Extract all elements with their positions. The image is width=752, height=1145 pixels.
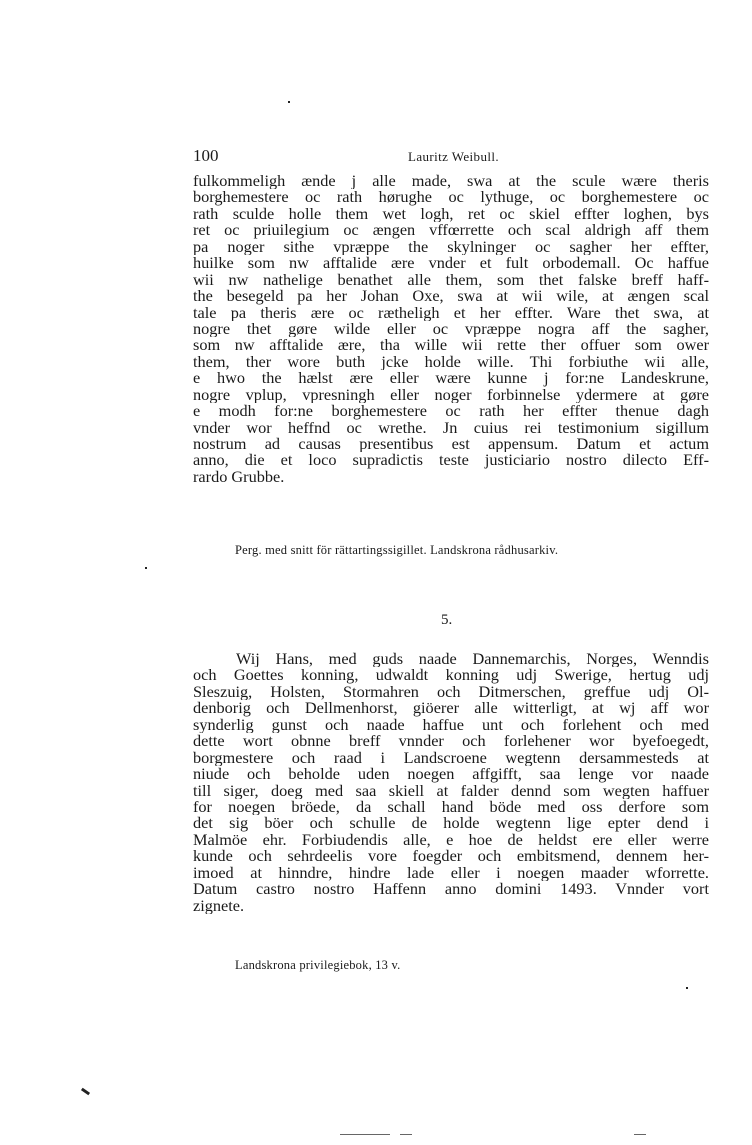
- text-line: dette wort obnne breff vnnder och forlehener wor byefoegedt,: [193, 733, 709, 750]
- text-line: anno, die et loco supradictis teste justiciario nostro dilecto Eff-: [193, 452, 709, 469]
- section-number: 5.: [441, 612, 453, 628]
- text-line: borghemestere oc rath hørughe oc lythuge, oc borghemestere oc: [193, 189, 709, 206]
- text-line: kunde och sehrdeelis vore foegder och embitsmend, dennem her-: [193, 848, 709, 865]
- text-line: e modh for:ne borghemestere oc rath her effter thenue dagh: [193, 403, 709, 420]
- text-line: ret oc priuilegium oc ængen vffœrrette och scal aldrigh aff them: [193, 222, 709, 239]
- document-2-text: [193, 651, 709, 914]
- text-line: Sleszuig, Holsten, Stormahren och Ditmerschen, greffue udj Ol-: [193, 683, 709, 701]
- paper-speck: [81, 1088, 90, 1096]
- text-line: niude och beholde uden noegen affgifft, saa lenge vor naade: [193, 766, 709, 783]
- text-line: wii nw nathelige benathet alle them, som thet falske breff haff-: [193, 271, 709, 289]
- text-line: Malmöe ehr. Forbiudendis alle, e hoe de heldst ere eller werre: [193, 831, 709, 849]
- text-line: rardo Grubbe.: [193, 468, 285, 486]
- text-line: pa noger sithe vpræppe the skylninger oc sagher her effter,: [193, 238, 709, 256]
- text-line: imoed at hinndre, hindre lade eller i noegen maader wforrette.: [193, 864, 709, 882]
- document-1-text: [193, 173, 709, 485]
- bottom-rule: [634, 1134, 646, 1135]
- text-line: the besegeld pa her Johan Oxe, swa at wii wile, at ængen scal: [193, 288, 709, 305]
- page-number: 100: [193, 146, 219, 165]
- text-line: nogre vplup, vpresningh eller noger forbinnelse ydermere at gøre: [193, 386, 709, 404]
- text-line: som nw afftalide ære, tha wille wii rette ther offuer som ower: [193, 337, 709, 354]
- text-line: och Goettes konning, udwaldt konning udj Swerige, hertug udj: [193, 667, 709, 684]
- text-line: det sig böer och schulle de holde wegtenn lige epter dend i: [193, 815, 709, 832]
- page-header: [193, 146, 709, 168]
- text-line: them, ther wore buth jcke holde wille. Thi forbiuthe wii alle,: [193, 353, 709, 371]
- text-line: till siger, doeg med saa skiell at falder dennd som wegten haffuer: [193, 782, 709, 799]
- bottom-rule: [340, 1134, 390, 1135]
- bottom-rule: [400, 1134, 412, 1135]
- text-line: rath sculde holle them wet logh, ret oc skiel effter loghen, bys: [193, 205, 709, 223]
- text-line: tale pa theris ære oc rætheligh et her effter. Ware thet swa, at: [193, 304, 709, 321]
- text-line: e hwo the hælst ære eller wære kunne j for:ne Landeskrune,: [193, 370, 709, 387]
- text-line: zignete.: [193, 897, 245, 914]
- paper-speck: [145, 567, 147, 569]
- text-line: Datum castro nostro Haffenn anno domini 1493. Vnnder vort: [193, 881, 709, 898]
- text-line: nogre thet gøre wilde eller oc vpræppe nogra aff the sagher,: [193, 320, 709, 338]
- paper-speck: [288, 101, 290, 103]
- text-line: vnder wor heffnd oc wrethe. Jn cuius rei testimonium sigillum: [193, 419, 709, 436]
- text-line: Wij Hans, med guds naade Dannemarchis, Norges, Wenndis: [236, 651, 709, 668]
- paper-speck: [686, 987, 688, 989]
- text-line: borgmestere och raad i Landscroene wegtenn dersammesteds at: [193, 749, 709, 767]
- text-line: denborig och Dellmenhorst, giöerer alle witterligt, at wj aff wor: [193, 700, 709, 717]
- running-head: Lauritz Weibull.: [408, 149, 500, 164]
- document-2-source-note: Landskrona privilegiebok, 13 v.: [235, 958, 401, 972]
- text-line: nostrum ad causas presentibus est appensum. Datum et actum: [193, 436, 709, 453]
- text-line: for noegen bröede, da schall hand böde med oss derfore som: [193, 798, 709, 816]
- text-line: huilke som nw afftalide ære vnder et fult orbodemall. Oc haffue: [193, 255, 709, 272]
- text-line: fulkommeligh ænde j alle made, swa at the scule wære theris: [193, 173, 709, 190]
- document-1-source-note: Perg. med snitt för rättartingssigillet. Landskrona rådhusarkiv.: [235, 543, 559, 557]
- text-line: synderlig gunst och naade haffue unt och forlehent och med: [193, 716, 709, 734]
